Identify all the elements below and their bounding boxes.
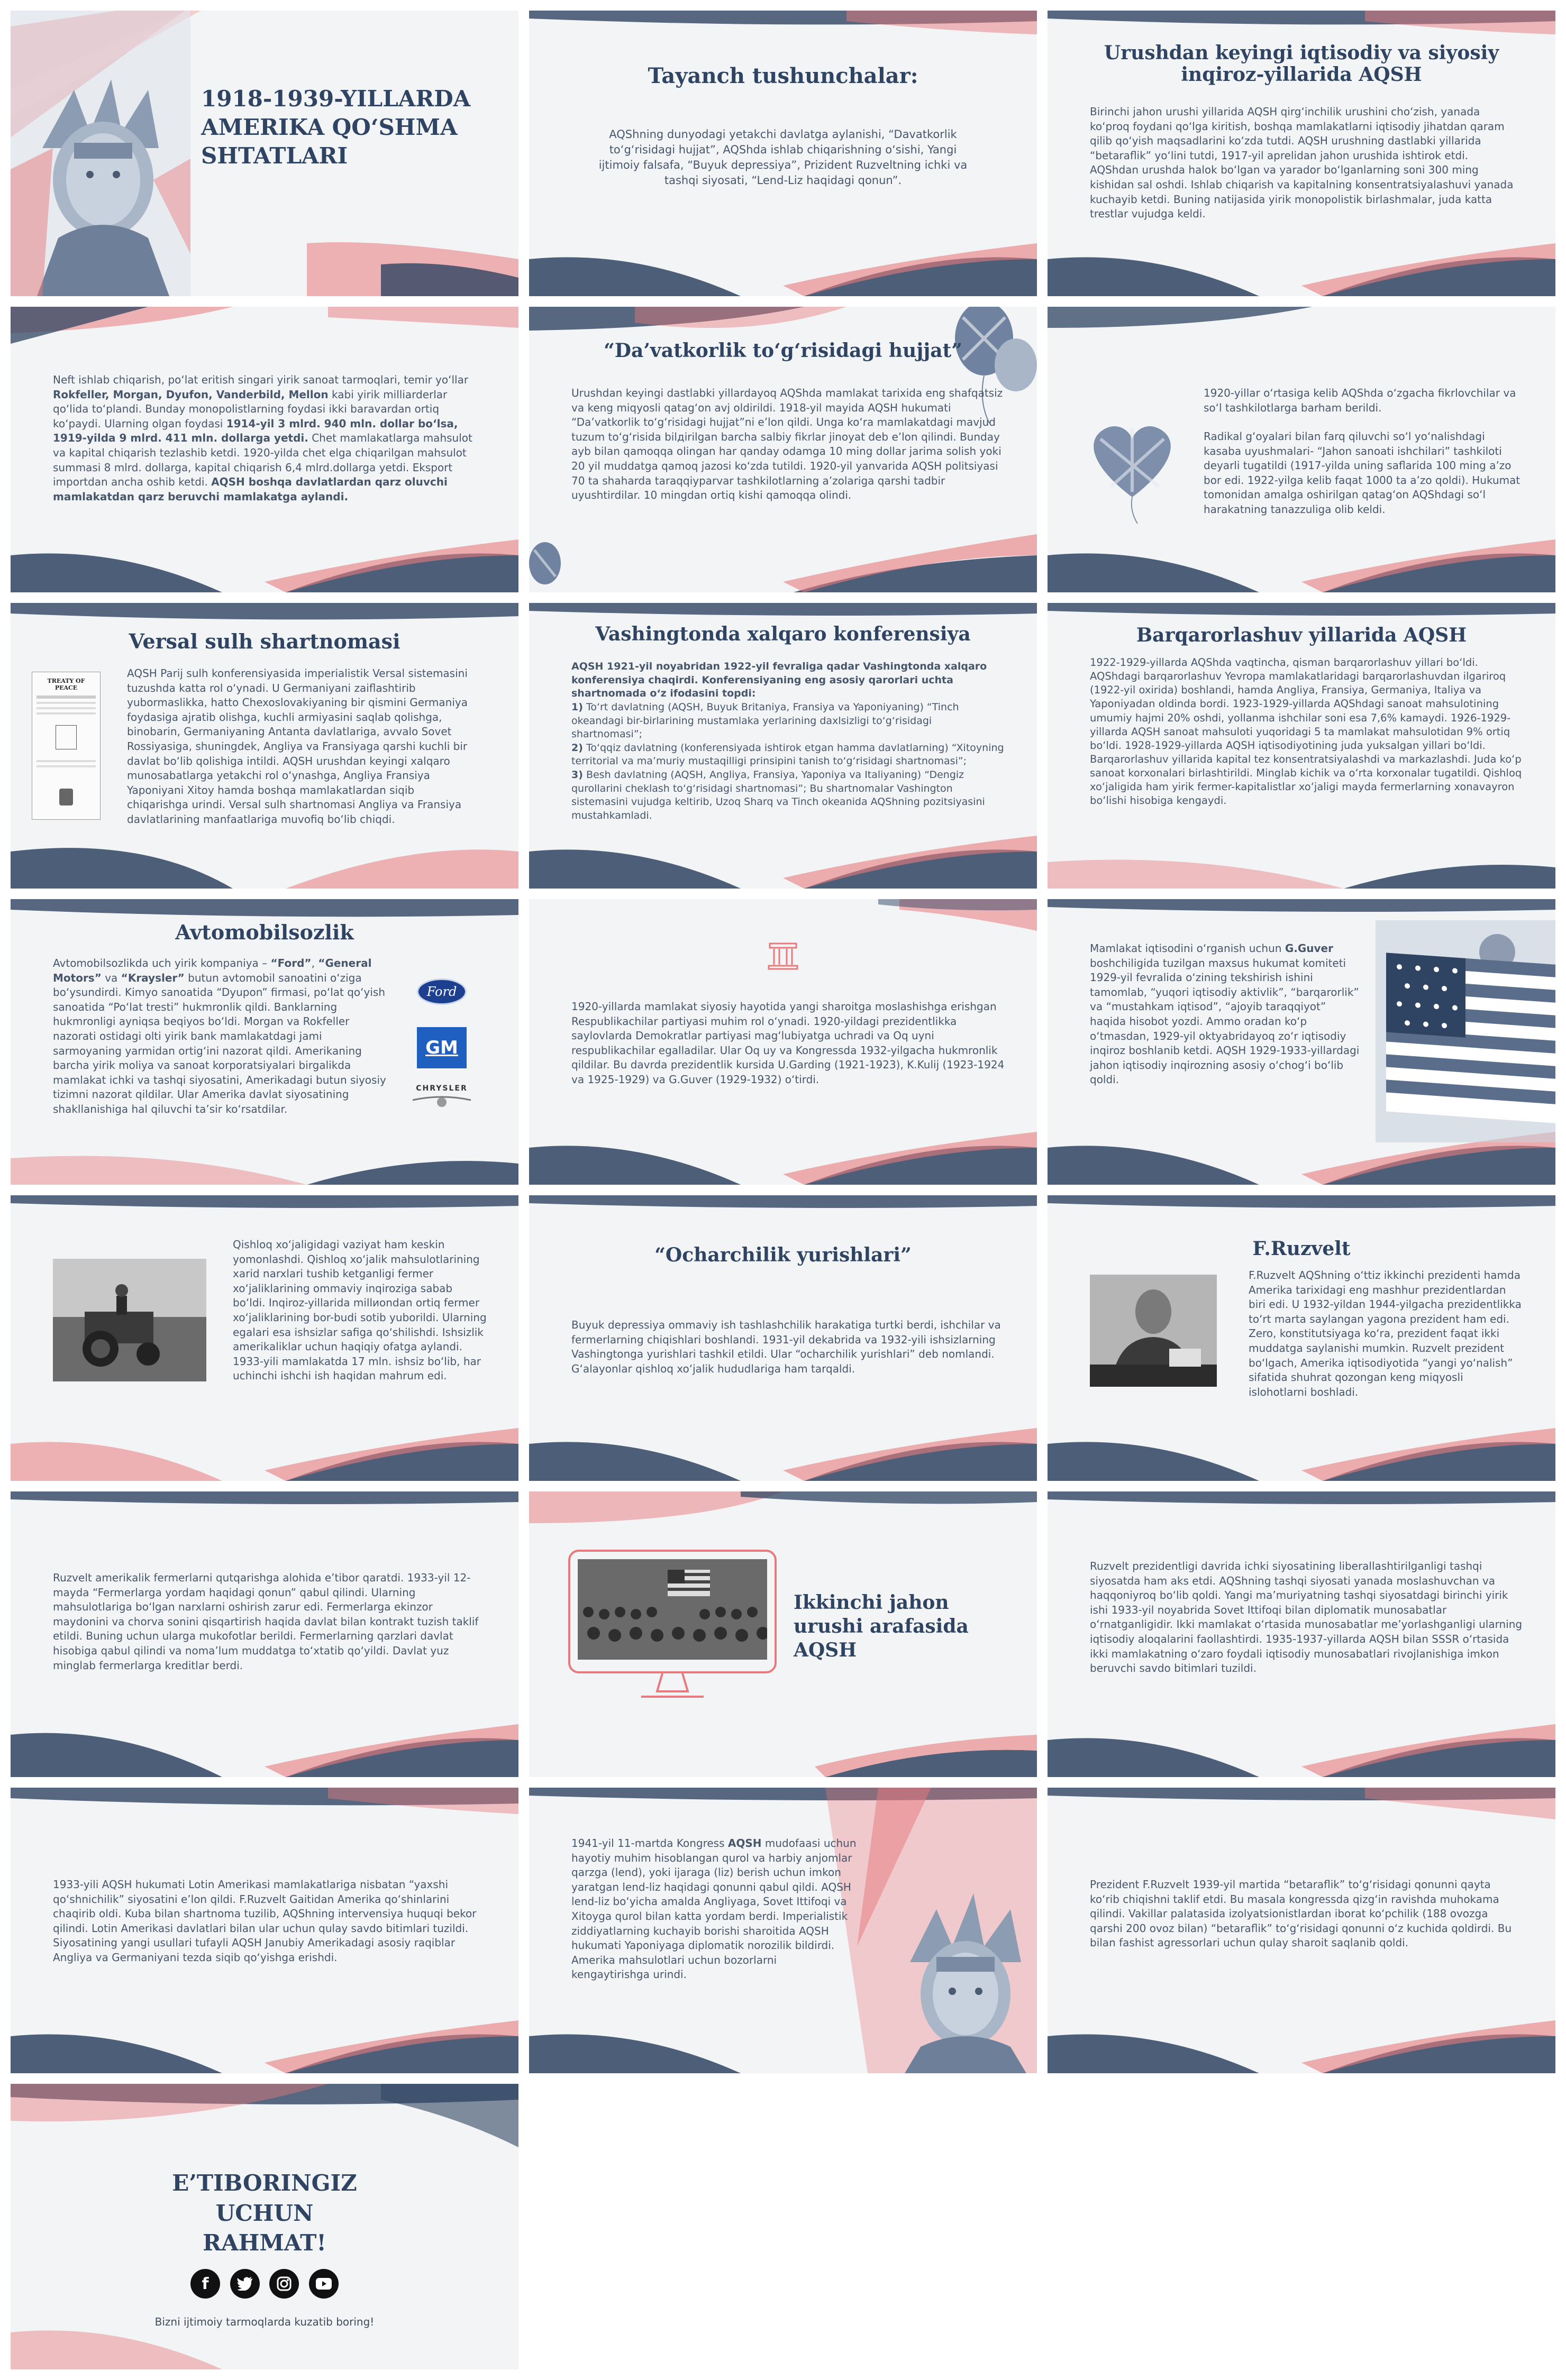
slide-14[interactable] [529,1195,1037,1481]
gm-logo: GM [417,1027,467,1068]
slide-text: Neft ishlab chiqarish, po‘lat eritish singari yirik sanoat tarmoqlari, temir yo‘llar Rokfeller, Morgan, Dyufon, Vanderbild, Mellon kabi yirik milliarderlar qo‘lida to‘plandi. Bunday monopolistlarning foydasi ikki baravardan ortiq ko‘paydi. Ularning olgan foydasi 1914-yil 3 mlrd. 940 mln. dollar bo‘lsa, 1919-yilda 9 mlrd. 411 mln. dollarga yetdi. Chet mamlakatlarga mahsulot va kapital chiqarish tezlashib ketdi. 1920-yilda chet elga chiqarilgan mahsulot summasi 8 mlrd. dollarga, kapital chiqarish 6,4 mlrd.dollarga yetdi. Eksport importdan ancha oshib ketdi. AQSH boshqa davlatlardan qarz oluvchi mamlakatdan qarz beruvchi mamlakatga aylandi. [53,373,472,503]
slide-15[interactable] [1048,1195,1555,1481]
slide-text: Urushdan keyingi dastlabki yillardayoq AQShda mamlakat tarixida eng shafqatsiz va keng miqyosli qatag‘on avj oldirildi. 1918-yil mayida AQSH hukumati “Da’vatkorlik to‘g‘risidagi hujjat”ni e’lon qildi. Unga ko‘ra mamlakatdagi mavjud tuzum to‘g‘risida bilдirilgan barcha salbiy fikrlar jinoyat deb e’lon qilindi. Bunday ayb bilan qamoqqa olingan har qanday odamga 10 ming dollar jarima solish yoki 20 yil muddatga qamoq jazosi ko‘zda tutildi. 1920-yil yanvarida AQSH politsiyasi 70 ta shaharda taraqqiyparvar tashkilotlarning a’zolariga qarshi tadbir uyushtirdilar. 10 mingdan ortiq kishi qamoqqa olindi. [571,387,1003,502]
farmer-tractor-photo [53,1259,206,1381]
slide-11[interactable] [529,899,1037,1185]
slide-3[interactable] [1048,11,1555,296]
roosevelt-portrait [1090,1275,1217,1387]
slide-text: Avtomobilsozlikda uch yirik kompaniya – “Ford”, “General Motors” va “Krayslеr” butun avtomobil sanoatini o‘ziga bo‘ysundirdi. Kimyo sanoatida “Dyupon” firmasi, po‘lat qo‘yish sanoatida “Po‘lat tresti” hukmronlik qildi. Banklarning hukmronligi ayniqsa beqiyos bo‘ldi. Morgan va Rokfeller nazorati ostidagi olti yirik bank mamlakatdagi jami sarmoyaning yarmidan ortig‘ini nazorat qildi. Amerikaning barcha yirik moliya va sanoat korporatsiyalari birgalikda mamlakat ichki va tashqi siyosatini, Amerikadagi butun siyosiy tizimni nazorat qildilar. Ular Amerika davlat siyosatining shakllanishiga hal qiluvchi ta’sir ko‘rsatdilar. [53,957,386,1115]
slide-text: 1920-yillar o‘rtasiga kelib AQShda o‘zgacha fikrlovchilar va so‘l tashkilotlarga barham berildi. [1204,387,1516,414]
statue-of-liberty-image [825,1788,1037,2073]
ford-logo: Ford [417,978,467,1005]
slide-title: Ikkinchi jahon urushi arafasida AQSH [794,1591,969,1661]
chrysler-logo: CHRYSLER [407,1084,476,1111]
flag-image [1376,920,1555,1142]
closing-title: E’TIBORINGIZ UCHUN RAHMAT! [172,2170,357,2256]
slide-7[interactable] [11,603,518,889]
slide-text: 1933-yili AQSH hukumati Lotin Amerikasi mamlakatlariga nisbatan “yaxshi qo‘shnichilik” siyosatini e’lon qildi. F.Ruzvelt Gaitidan Amerika qo‘shinlarini chaqirib oldi. Kuba bilan shartnoma tuzilib, AQShning intervensiya huquqi bekor qilindi. Lotin Amerikasi davlatlari bilan ular uchun qulay savdo bitimlari tuzildi. Siyosatining yangi usullari tufayli AQSH Janubiy Amerikadagi asosiy raqiblar Angliya va Germaniyani tezda siqib qo‘yishga erishdi. [53,1878,477,1964]
slide-22[interactable] [11,2084,518,2369]
slide-text: Mamlakat iqtisodini o‘rganish uchun G.Guver boshchiligida tuzilgan maxsus hukumat komiteti 1929-yil fevralida o‘zining tekshirish ishini tamomlab, “yuqori iqtisodiy aktivlik”, “barqarorlik” va “mustahkam iqtisod”, “ajoyib taraqqiyot” haqida hisobot yozdi. Ammo oradan ko‘p o‘tmasdan, 1929-yil oktyabridayoq zo‘r iqtisodiy inqiroz boshlanib ketdi. AQSH 1929-1933-yillardagi jahon iqtisodiy inqirozning asosiy o‘chog‘i bo‘lib qoldi. [1090,942,1360,1086]
slide-text: Buyuk depressiya ommaviy ish tashlashchilik harakatiga turtki berdi, ishchilar va fermerlarning chiqishlari boshlandi. 1931-yil dekabrida va 1932-yili ishsizlarning Vashingtonga yurishlari tashkil etildi. Ular “ocharchilik yurishlari” deb nomlandi. G‘alayonlar qishloq xo‘jalik hududlariga ham tarqaldi. [571,1319,1001,1375]
slide-text: AQSH 1921-yil noyabridan 1922-yil fevraliga qadar Vashingtonda xalqaro konferensiya chaqirdi. Konferensiyaning eng asosiy qarorlari uchta shartnomada o‘z ifodasini topdi: 1) To‘rt davlatning (AQSH, Buyuk Britaniya, Fransiya va Yaponiyaning) “Tinch okeandagi bir-birlarining mustamlaka yerlarining daxlsizligi to‘g‘risidagi shartnomasi”; 2) To‘qqiz davlatning (konferensiyada ishtirok etgan hamma davlatlarning) “Xitoyning territorial va ma’muriy mustaqilligi prinsipini tanish to‘g‘risidagi shartnomasi”; 3) Besh davlatning (AQSH, Angliya, Fransiya, Yaponiya va Italiyaning) “Dengiz qurollarini cheklash to‘g‘risidagi shartnomasi”; Bu shartnomalar Vashington sistemasini vujudga keltirib, Uzoq Sharq va Tinch okeanida AQShning pozitsiyasini mustahkamladi. [571,661,1004,822]
slide-text: AQShning dunyodagi yetakchi davlatga aylanishi, “Davatkorlik to‘g‘risidagi hujjat”, AQShda ishlab chiqarishning o‘sishi, Yangi ijtimoiy falsafa, “Buyuk depressiya”, Prizident Ruzveltning ichki va tashqi siyosati, “Lend-Liz haqidagi qonun”. [598,128,968,187]
slide-text-2: Radikal g‘oyalari bilan farq qiluvchi so‘l yo‘nalishdagi kasaba uyushmalari- “Jahon sanoati ishchilari” tashkiloti deyarli tugatildi (1917-yilda uning saflarida 100 ming a’zo bor edi. 1922-yilga kelib faqat 1000 ta a’zo qoldi). Hukumat tomonidan amalga oshirilgan qatag‘on AQShdagi so‘l harakatning tanazzuliga olib keldi. [1204,430,1521,516]
slide-17[interactable] [529,1491,1037,1777]
slide-text: AQSH Parij sulh konferensiyasida imperialistik Versal sistemasini tuzushda katta rol o‘ynadi. U Germaniyani zaiflashtirib yubormaslikka, hatto Chexoslovakiyaning bir qismini Germaniya foydasiga ajratib olishga, kuchli armiyasini saqlab qolishga, binobarin, Germaniyaning Antanta davlatlariga, avvalo Sovet Rossiyasiga, shuningdek, Angliya va Fransiyaga qarshi kuchli bir davlat bo‘lib qolishiga intildi. AQSH urushdan keyingi xalqaro munosabatlarga yetakchi rol o‘ynashga, Angliya Fransiya Yaponiyani Xitoy hamda boshqa mamlakatlardan siqib chiqarishga urindi. Versal sulh shartnomasi Angliya va Fransiya davlatlarining manfaatlariga muvofiq bo‘lib chiqdi. [127,667,468,826]
slide-title: Tayanch tushunchalar: [648,63,918,88]
slide-9[interactable] [1048,603,1555,889]
slide-4[interactable] [11,307,518,592]
instagram-icon[interactable] [269,2269,299,2299]
slide-1[interactable] [11,11,518,296]
slide-text: F.Ruzvelt AQShning o‘ttiz ikkinchi prezidenti hamda Amerika tarixidagi eng mashhur prezidentlardan biri edi. U 1932-yildan 1944-yilgacha prezidentlikka to‘rt marta saylangan yagona prezident ham edi. Zero, konstitutsiyaga ko‘ra, prezident faqat ikki muddatga saylanishi mumkin. Ruzvelt prezident bo‘lgach, Amerika iqtisodiyotida “yangi yo‘nalish” sifatida shuhrat qozongan keng miqyosli islohotlarni boshladi. [1249,1269,1522,1398]
heart-balloon-image [1079,407,1185,524]
slide-text: Qishloq xo‘jaligidagi vaziyat ham keskin yomonlashdi. Qishloq xo‘jalik mahsulotlarining xarid narxlari tushib ketganligi fermer xo‘jaliklarining ommaviy inqiroziga sabab bo‘ldi. Inqiroz-yillarida millиondan ortiq fermer xo‘jaliklarining bor-budi sotib yuborildi. Ularning egalari esa ishsizlar safiga qo‘shilishdi. Ishsizlik amerikaliklar uchun haqiqiy ofatga aylandi. 1933-yili mamlakatda 17 mln. ishsiz bo‘lib, har uchinchi ishchi ish haqidan mahrum edi. [233,1238,487,1383]
slide-5[interactable] [529,307,1037,592]
slide-text: 1941-yil 11-martda Kongress AQSH mudofaasi uchun hayotiy muhim hisoblangan qurol va harbiy anjomlar qarzga (lend), yoki ijaraga (liz) berish uchun imkon yaratgan lend-liz haqidagi qonunni qabul qildi. AQSH lend-liz bo‘yicha amalda Angliyaga, Sovet Ittifoqi va Xitoyga qurol bilan katta yordam berdi. Imperialistik ziddiyatlarning kuchayib borishi sharoitida AQSH hukumati Yaponiyaga diplomatik norozilik bildirdi. Amerika mahsulotlari uchun bozorlarni kengaytirishga urindi. [571,1837,857,1981]
slide-title: Urushdan keyingi iqtisodiy va siyosiy inqiroz-yillarida AQSH [1104,42,1499,86]
slide-10[interactable] [11,899,518,1185]
slide-title: Avtomobilsozlik [175,920,354,944]
slide-text: 1920-yillarda mamlakat siyosiy hayotida yangi sharoitga moslashishga erishgan Respublikachilar partiyasi muhim rol o‘ynadi. 1920-yildagi prezidentlikka saylovlarda Demokratlar partiyasi mag‘lubiyatga uchradi va Oq uyni respublikachilar egalladilar. Ular Oq uy va Kongressda 1932-yilgacha hukmronlik qildilar. Bu davrda prezidentlik kursida U.Garding (1921-1923), K.Kulij (1923-1924 va 1925-1929) va G.Guver (1929-1932) o‘tirdi. [571,1000,1005,1086]
slide-21[interactable] [1048,1788,1555,2073]
slide-13[interactable] [11,1195,518,1481]
soldiers-flag-photo [578,1559,767,1660]
slide-18[interactable] [1048,1491,1555,1777]
slide-6[interactable] [1048,307,1555,592]
slide-text: Ruzvelt amerikalik fermerlarni qutqarishga alohida e’tibor qaratdi. 1933-yil 12-mayda “Fermerlarga yordam haqidagi qonun” qabul qilindi. Ularning mahsulotlariga bo‘lgan narxlarni oshirish zarur edi. Fermerlarga ekinzor maydonini va chorva sonini qisqartirish haqida davlat bilan kontrakt tuzish taklif etildi. Buning uchun ularga mukofotlar berildi. Fermerlarning qarzlari davlat hisobiga qabul qilindi va noma’lum muddatga to‘xtatib qo‘yildi. Davlat yuz minglab fermerlarga kreditlar berdi. [53,1571,479,1672]
balloon-image [529,534,566,592]
slide-title: F.Ruzvelt [1252,1238,1351,1260]
slide-title: Versal sulh shartnomasi [129,629,400,653]
slide-title: “Ocharchilik yurishlari” [654,1244,912,1266]
facebook-icon[interactable]: f [190,2269,220,2299]
slide-text: 1922-1929-yillarda AQShda vaqtincha, qisman barqarorlashuv yillari bo‘ldi. AQShdagi barqarorlashuv Yevropa mamlakatlaridagi barqarorlashuvdan ilgariroq (1922-yil oxirida) boshlandi, hamda Angliya, Fransiya, Germaniya, Italiya va Yaponiyadan oldinda bordi. 1923-1929-yillarda AQShdagi sanoat mahsulotining umumiy hajmi 20% oshdi, yollanma ishchilar soni esa 7,6% kamaydi. 1926-1929-yillarda AQSH sanoat mahsuloti yuqoridagi 5 ta mamlakat mahsulotidan 9% ortiq bo‘ldi. 1928-1929-yillarda AQSH iqtisodiyotining juda yuksalgan yillari bo‘ldi. Barqarorlashuv yillarida kapital tez konsentratsiyalashdi va markazlashdi. Juda ko‘p sanoat korxonalari birlashtirildi. Minglab kichik va o‘rta korxonalar tugatildi. Qishloq xo‘jaligida ham yirik fermer-kapitalistlar xo‘jaligi mayda fermerlarning xonavayron bo‘lishi hisobiga kengaydi. [1090,656,1522,807]
slide-12[interactable] [1048,899,1555,1185]
slide-title: “Da’vatkorlik to‘g‘risidagi hujjat” [604,340,962,362]
social-footer-text: Bizni ijtimoiy tarmoqlarda kuzatib boring! [154,2315,375,2328]
slide-8[interactable] [529,603,1037,889]
slide-20[interactable] [529,1788,1037,2073]
slide-16[interactable] [11,1491,518,1777]
slide-title: Barqarorlashuv yillarida AQSH [1136,624,1467,646]
slide-text: Prezident F.Ruzvelt 1939-yil martida “betaraflik” to‘g‘risidagi qonunni qayta ko‘rib chiqishni taklif etdi. Bu masala kongressda qizg‘in ravishda muhokama qilindi. Vakillar palatasida izolyatsionistlardan iborat ko‘pchilik (188 ovozga qarshi 200 ovoz bilan) “betaraflik” to‘g‘risidagi qonunni o‘z kuchida qoldirdi. Bu bilan fashist agressorlari uchun qulay sharoit saqlanib qoldi. [1090,1878,1512,1949]
slide-title: Vashingtonda xalqaro konferensiya [595,623,971,645]
social-links [190,2269,339,2299]
treaty-document-image: TREATY OF PEACE [32,672,101,820]
column-icon [766,936,800,971]
slide-2[interactable] [529,11,1037,296]
statue-of-liberty-image [11,11,190,296]
presentation-title: 1918-1939-YILLARDA AMERIKA QO‘SHMA SHTATLARI [201,86,471,169]
slide-19[interactable] [11,1788,518,2073]
slide-text: Birinchi jahon urushi yillarida AQSH qirg‘inchilik urushini cho‘zish, yanada ko‘proq foydani qo‘lga kiritish, boshqa mamlakatlarni iqtisodiy jihatdan qaram qilib qo‘yish maqsadlarini ko‘zda tutdi. AQSH urushning dastlabki yillarida “betaraflik” yo‘lini tutdi, 1917-yil aprelidan jahon urushida ishtirok etdi. AQShdan urushda halok bo‘lgan va yarador bo‘lganlarning soni 300 ming kishidan sal oshdi. Ishlab chiqarish va kapitalning konsentratsiyalashuvi yanada kuchayib ketdi. Buning natijasida yirik monopolistik birlashmalar, juda katta trestlar vujudga keldi. [1090,105,1514,221]
youtube-icon[interactable] [309,2269,339,2299]
slide-text: Ruzvelt prezidentligi davrida ichki siyosatining liberallashtirilganligi tashqi siyosatda ham aks etdi. AQShning tashqi siyosati yanada moslashuvchan va haqqoniyroq bo‘lib qoldi. Yangi ma’muriyatning tashqi siyosatdagi birinchi yirik ishi 1933-yil noyabrida Sovet Ittifoqi bilan diplomatik munosabatlar o‘rnatganligidir. Ikki mamlakat o‘rtasida munosabatlar me’yorlashganligi ularning iqtisodiy aloqalarini faollashtirdi. 1935-1937-yillarda AQSH bilan SSSR o‘rtasida ikki mamlakatning o‘zaro foydali iqtisodiy munosabatlari rivojlanishiga imkon beruvchi savdo bitimlari tuzildi. [1090,1560,1523,1675]
twitter-icon[interactable] [230,2269,260,2299]
